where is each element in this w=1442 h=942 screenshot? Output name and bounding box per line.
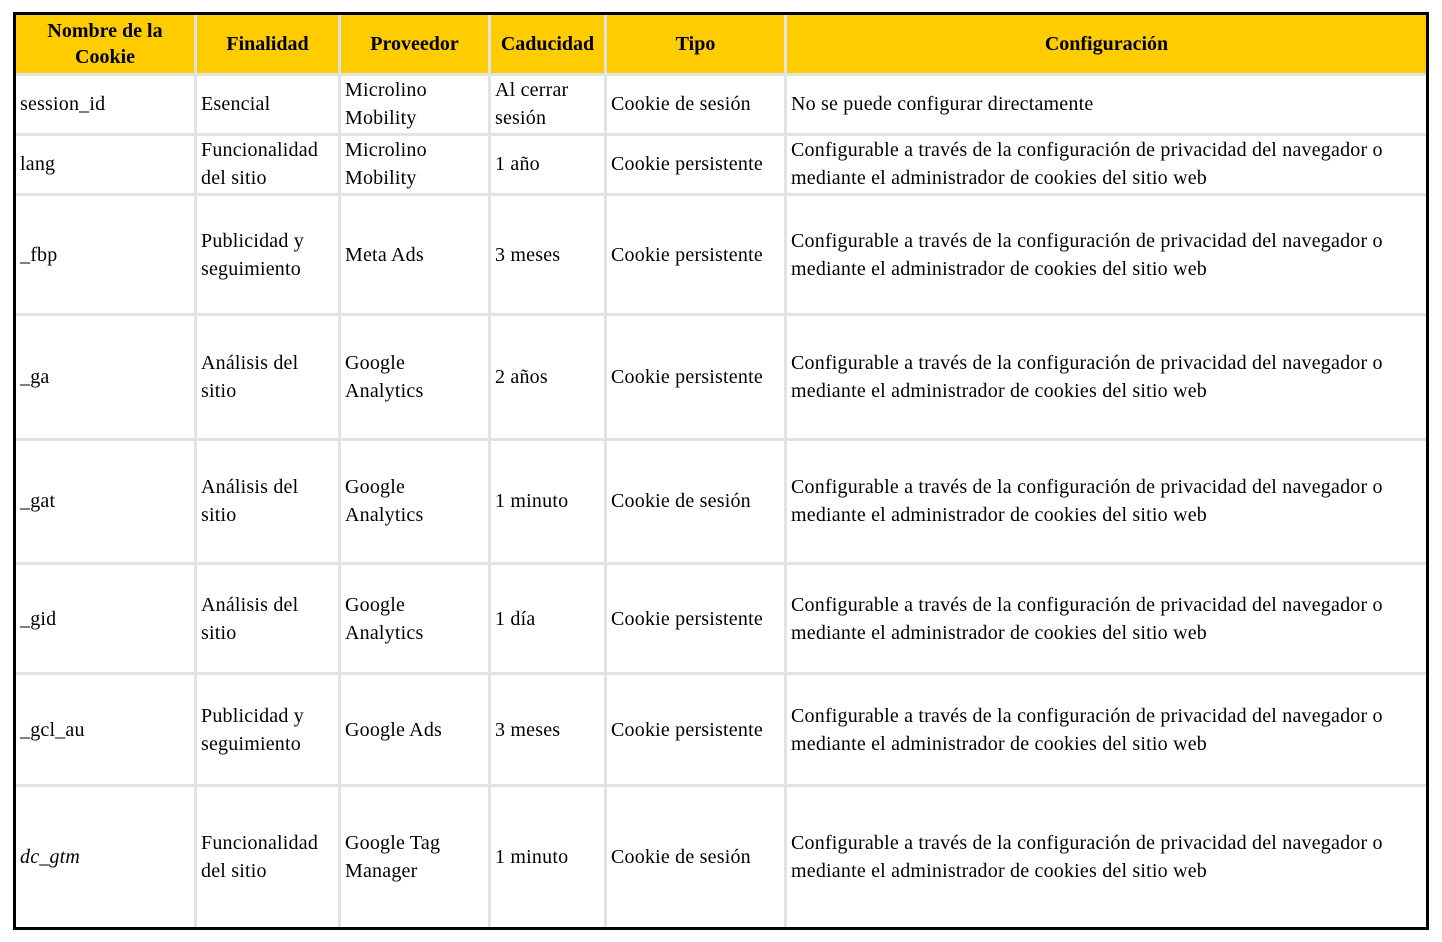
cell-purpose: Análisis del sitio — [197, 565, 338, 672]
cell-cookie-name: lang — [16, 136, 194, 194]
cell-purpose: Análisis del sitio — [197, 316, 338, 437]
cell-provider: Google Ads — [341, 675, 488, 784]
cell-cookie-name: _ga — [16, 316, 194, 437]
cell-configuration: Configurable a través de la configuración de privacidad del navegador o mediante el administrador de cookies del sitio web — [787, 787, 1426, 927]
cell-type: Cookie persistente — [607, 196, 784, 313]
cell-purpose: Funcionalidad del sitio — [197, 136, 338, 194]
cell-cookie-name: _gcl_au — [16, 675, 194, 784]
header-configuration: Configuración — [787, 15, 1426, 73]
cell-type: Cookie persistente — [607, 675, 784, 784]
cell-configuration: Configurable a través de la configuración de privacidad del navegador o mediante el administrador de cookies del sitio web — [787, 675, 1426, 784]
cell-configuration: Configurable a través de la configuración de privacidad del navegador o mediante el administrador de cookies del sitio web — [787, 136, 1426, 194]
cell-expiry: 1 minuto — [491, 441, 604, 562]
cell-provider: Meta Ads — [341, 196, 488, 313]
table-row — [16, 565, 1426, 672]
table-row — [16, 136, 1426, 194]
cell-purpose: Publicidad y seguimiento — [197, 196, 338, 313]
cell-cookie-name: _fbp — [16, 196, 194, 313]
cell-expiry: 3 meses — [491, 196, 604, 313]
table-row — [16, 196, 1426, 313]
cell-expiry: Al cerrar sesión — [491, 76, 604, 133]
cell-purpose: Funcionalidad del sitio — [197, 787, 338, 927]
cell-type: Cookie persistente — [607, 136, 784, 194]
cell-type: Cookie persistente — [607, 316, 784, 437]
cell-type: Cookie de sesión — [607, 441, 784, 562]
cell-type: Cookie de sesión — [607, 76, 784, 133]
cell-provider: Microlino Mobility — [341, 76, 488, 133]
header-expiry: Caducidad — [491, 15, 604, 73]
cell-cookie-name: dc_gtm — [16, 787, 194, 927]
cell-configuration: Configurable a través de la configuración de privacidad del navegador o mediante el administrador de cookies del sitio web — [787, 196, 1426, 313]
cell-provider: Google Analytics — [341, 316, 488, 437]
cell-provider: Google Tag Manager — [341, 787, 488, 927]
table-row — [16, 787, 1426, 927]
cell-expiry: 1 año — [491, 136, 604, 194]
cookie-table-container — [13, 12, 1429, 930]
cell-configuration: Configurable a través de la configuración de privacidad del navegador o mediante el administrador de cookies del sitio web — [787, 565, 1426, 672]
cell-expiry: 1 día — [491, 565, 604, 672]
table-header-row — [16, 15, 1426, 73]
cell-type: Cookie de sesión — [607, 787, 784, 927]
cell-provider: Microlino Mobility — [341, 136, 488, 194]
cell-cookie-name: session_id — [16, 76, 194, 133]
cell-configuration: Configurable a través de la configuración de privacidad del navegador o mediante el administrador de cookies del sitio web — [787, 441, 1426, 562]
cell-expiry: 3 meses — [491, 675, 604, 784]
cell-type: Cookie persistente — [607, 565, 784, 672]
cell-purpose: Esencial — [197, 76, 338, 133]
cell-purpose: Análisis del sitio — [197, 441, 338, 562]
cell-configuration: No se puede configurar directamente — [787, 76, 1426, 133]
cell-expiry: 1 minuto — [491, 787, 604, 927]
table-row — [16, 675, 1426, 784]
table-row — [16, 76, 1426, 133]
cell-expiry: 2 años — [491, 316, 604, 437]
header-provider: Proveedor — [341, 15, 488, 73]
cell-cookie-name: _gid — [16, 565, 194, 672]
cell-provider: Google Analytics — [341, 441, 488, 562]
header-purpose: Finalidad — [197, 15, 338, 73]
table-row — [16, 441, 1426, 562]
cell-configuration: Configurable a través de la configuración de privacidad del navegador o mediante el administrador de cookies del sitio web — [787, 316, 1426, 437]
header-type: Tipo — [607, 15, 784, 73]
header-cookie-name: Nombre de la Cookie — [16, 15, 194, 73]
cell-purpose: Publicidad y seguimiento — [197, 675, 338, 784]
cookie-table — [13, 12, 1429, 930]
cell-cookie-name: _gat — [16, 441, 194, 562]
cell-provider: Google Analytics — [341, 565, 488, 672]
table-row — [16, 316, 1426, 437]
